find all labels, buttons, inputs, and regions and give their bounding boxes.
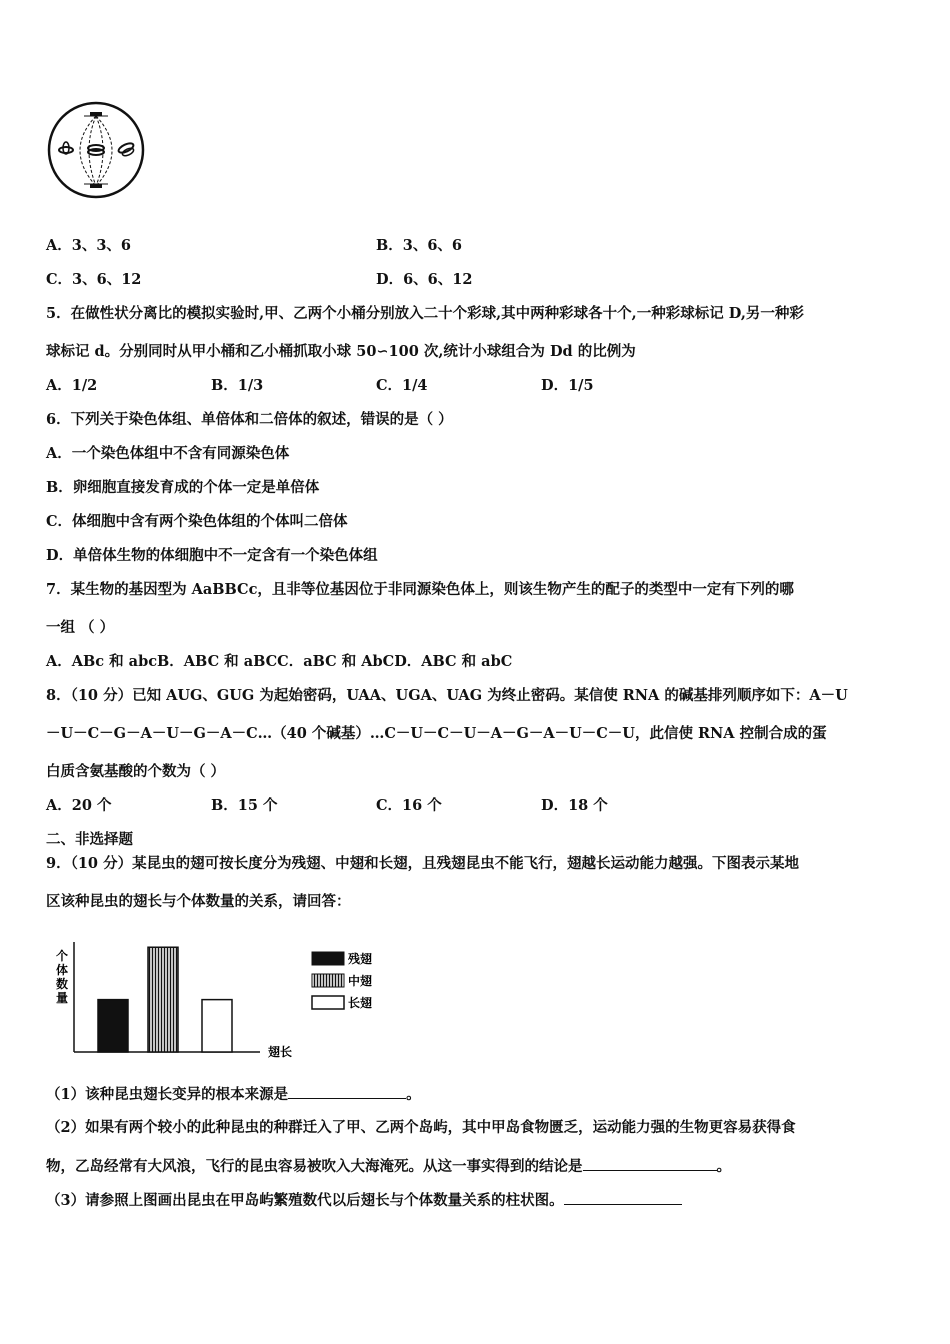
q6-stem: 6．下列关于染色体组、单倍体和二倍体的叙述，错误的是（ ） <box>46 411 453 428</box>
legend-label-medium: 中翅 <box>348 974 373 988</box>
y-axis-label-char: 量 <box>56 991 69 1005</box>
chromosome-right <box>117 141 134 157</box>
answer-blank <box>288 1084 406 1099</box>
q7-stem-line2: 一组 （ ） <box>46 619 115 636</box>
q8-option-b: B．15 个 <box>211 797 278 814</box>
q5-stem-line1: 5．在做性状分离比的模拟实验时,甲、乙两个小桶分别放入二十个彩球,其中两种彩球各十个,一种彩球标记 D,另一种彩 <box>46 305 804 322</box>
legend-swatch-medium <box>312 974 344 987</box>
q9-sub3 <box>46 1190 682 1211</box>
y-axis-label <box>56 948 68 1005</box>
x-axis-label: 翅长 <box>268 1045 293 1059</box>
q6-option-c: C．体细胞中含有两个染色体组的个体叫二倍体 <box>46 513 348 530</box>
y-axis-label-char: 个 <box>56 949 69 963</box>
q8-option-c: C．16 个 <box>376 797 442 814</box>
centriole-bottom <box>84 184 108 188</box>
chromosome-left <box>59 142 73 154</box>
q9-sub2-line2 <box>46 1156 731 1177</box>
q9-stem-line1: 9．（10 分）某昆虫的翅可按长度分为残翅、中翅和长翅，且残翅昆虫不能飞行，翅越长运动能力越强。下图表示某地 <box>46 855 800 872</box>
legend-label-residual: 残翅 <box>348 952 373 966</box>
q5-option-c: C．1/4 <box>376 377 428 394</box>
q4-option-d: D．6、6、12 <box>376 271 473 288</box>
legend-swatch-long <box>312 996 344 1009</box>
q9-sub1-text: （1）该种昆虫翅长变异的根本来源是 <box>46 1086 289 1103</box>
q9-sub1 <box>46 1084 421 1105</box>
bar-residual-wing <box>98 1000 128 1052</box>
q4-option-c: C．3、6、12 <box>46 271 142 288</box>
q7-stem-line1: 7．某生物的基因型为 AaBBCc，且非等位基因位于非同源染色体上，则该生物产生的配子的类型中一定有下列的哪 <box>46 581 794 598</box>
answer-blank <box>583 1156 717 1171</box>
q9-sub2-end: 。 <box>716 1158 731 1175</box>
q9-stem-line2: 区该种昆虫的翅长与个体数量的关系，请回答： <box>46 893 351 910</box>
chromosome-middle <box>88 145 104 155</box>
q4-option-a: A．3、3、6 <box>46 237 132 254</box>
legend-label-long: 长翅 <box>348 996 373 1010</box>
bar-long-wing <box>202 1000 232 1052</box>
q6-option-a: A．一个染色体组中不含有同源染色体 <box>46 445 290 462</box>
q9-sub3-text: （3）请参照上图画出昆虫在甲岛屿繁殖数代以后翅长与个体数量关系的柱状图。 <box>46 1192 564 1209</box>
q8-stem-line3: 白质含氨基酸的个数为（ ） <box>46 763 226 780</box>
q6-option-d: D．单倍体生物的体细胞中不一定含有一个染色体组 <box>46 547 378 564</box>
legend-swatch-residual <box>312 952 344 965</box>
q8-stem-line1: 8．（10 分）已知 AUG、GUG 为起始密码，UAA、UGA、UAG 为终止密码。某信使 RNA 的碱基排列顺序如下：A－U <box>46 687 848 704</box>
q5-option-a: A．1/2 <box>46 377 98 394</box>
bars <box>98 947 232 1052</box>
section-heading: 二、非选择题 <box>46 831 133 848</box>
y-axis-label-char: 数 <box>56 977 69 991</box>
q9-sub2-line1: （2）如果有两个较小的此种昆虫的种群迁入了甲、乙两个岛屿，其中甲岛食物匮乏，运动能力强的生物更容易获得食 <box>46 1119 796 1136</box>
cell-division-diagram <box>44 100 150 200</box>
q9-sub2-text: 物，乙岛经常有大风浪，飞行的昆虫容易被吹入大海淹死。从这一事实得到的结论是 <box>46 1158 583 1175</box>
q9-sub1-end: 。 <box>406 1086 421 1103</box>
answer-blank <box>564 1190 682 1205</box>
q8-option-d: D．18 个 <box>541 797 608 814</box>
q4-option-b: B．3、6、6 <box>376 237 463 254</box>
q8-option-a: A．20 个 <box>46 797 112 814</box>
q6-option-b: B．卵细胞直接发育成的个体一定是单倍体 <box>46 479 320 496</box>
wing-length-chart <box>52 934 382 1064</box>
legend <box>312 951 372 1010</box>
q5-stem-line2: 球标记 d。分别同时从甲小桶和乙小桶抓取小球 50∽100 次,统计小球组合为 Dd 的比例为 <box>46 343 636 360</box>
y-axis-label-char: 体 <box>56 963 69 977</box>
q5-option-b: B．1/3 <box>211 377 264 394</box>
q7-options: A．ABc 和 abcB．ABC 和 aBCC．aBC 和 AbCD．ABC 和 abC <box>46 653 513 670</box>
q5-option-d: D．1/5 <box>541 377 594 394</box>
bar-medium-wing <box>148 947 178 1052</box>
centriole-top <box>84 112 108 116</box>
q8-stem-line2: －U－C－G－A－U－G－A－C…（40 个碱基）…C－U－C－U－A－G－A－U－C－U，此信使 RNA 控制合成的蛋 <box>46 725 827 742</box>
